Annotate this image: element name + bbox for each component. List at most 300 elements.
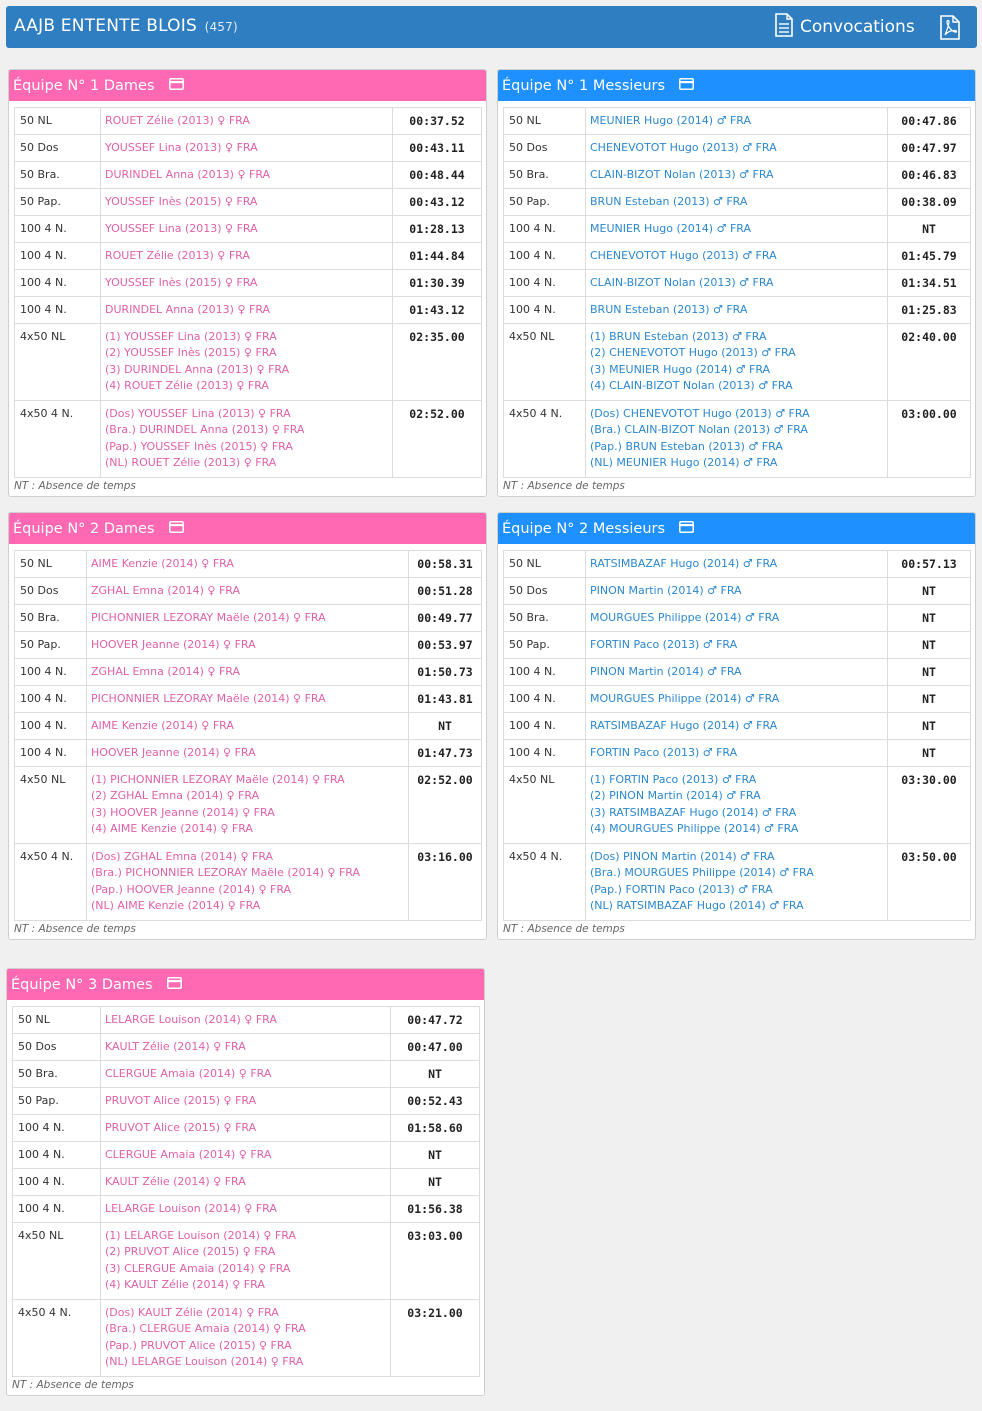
event-cell: 50 Pap. [15, 632, 87, 659]
team-panel [8, 512, 487, 940]
swimmer-link[interactable]: KAULT Zélie (2014) ♀ FRA [105, 1175, 246, 1188]
swimmer-link[interactable]: FORTIN Paco (2013) ♂ FRA [590, 638, 738, 651]
swimmer-link[interactable]: YOUSSEF Inès (2015) ♀ FRA [105, 195, 258, 208]
swimmers-cell [87, 605, 409, 632]
swimmer-link[interactable]: (Pap.) FORTIN Paco (2013) ♂ FRA [590, 882, 773, 896]
swimmer-link[interactable]: CLAIN-BIZOT Nolan (2013) ♂ FRA [590, 168, 774, 181]
swimmers-cell [101, 297, 393, 324]
event-cell: 100 4 N. [504, 740, 586, 767]
swimmers-cell [101, 135, 393, 162]
time-cell: 01:28.13 [393, 216, 482, 243]
swimmer-link[interactable]: CHENEVOTOT Hugo (2013) ♂ FRA [590, 249, 777, 262]
swimmer-link[interactable]: CHENEVOTOT Hugo (2013) ♂ FRA [590, 141, 777, 154]
table-row [504, 578, 971, 605]
swimmers-cell [586, 686, 888, 713]
swimmer-link[interactable]: BRUN Esteban (2013) ♂ FRA [590, 195, 748, 208]
table-row [13, 1142, 480, 1169]
swimmer-link[interactable]: YOUSSEF Inès (2015) ♀ FRA [105, 276, 258, 289]
team-panel [6, 968, 485, 1396]
time-cell: NT [888, 216, 971, 243]
swimmer-link[interactable]: (Dos) PINON Martin (2014) ♂ FRA [590, 850, 775, 864]
event-cell: 100 4 N. [504, 270, 586, 297]
time-cell: 00:43.12 [393, 189, 482, 216]
table-row [13, 1223, 480, 1300]
time-cell: 02:52.00 [409, 767, 482, 844]
event-cell: 100 4 N. [504, 686, 586, 713]
time-cell: 00:46.83 [888, 162, 971, 189]
table-row [13, 1088, 480, 1115]
event-cell: 4x50 NL [13, 1223, 101, 1300]
table-row [15, 297, 482, 324]
swimmer-link[interactable]: (NL) LELARGE Louison (2014) ♀ FRA [105, 1355, 304, 1369]
swimmer-link[interactable]: AIME Kenzie (2014) ♀ FRA [91, 557, 234, 570]
swimmers-cell [87, 740, 409, 767]
event-cell: 50 Dos [504, 578, 586, 605]
swimmer-link[interactable]: CLERGUE Amaia (2014) ♀ FRA [105, 1148, 272, 1161]
results-table [14, 107, 482, 478]
swimmers-cell [101, 324, 393, 401]
swimmer-link[interactable]: (2) PRUVOT Alice (2015) ♀ FRA [105, 1245, 276, 1259]
swimmers-cell [87, 713, 409, 740]
table-row [13, 1300, 480, 1377]
swimmers-cell [101, 1007, 391, 1034]
time-cell: NT [391, 1061, 480, 1088]
swimmer-link[interactable]: LELARGE Louison (2014) ♀ FRA [105, 1013, 277, 1026]
swimmer-link[interactable]: (Dos) YOUSSEF Lina (2013) ♀ FRA [105, 407, 291, 421]
time-cell: NT [888, 632, 971, 659]
time-cell: 00:49.77 [409, 605, 482, 632]
table-row [504, 686, 971, 713]
event-cell: 100 4 N. [504, 243, 586, 270]
swimmers-cell [586, 108, 888, 135]
time-cell: 01:56.38 [391, 1196, 480, 1223]
swimmers-cell [101, 1088, 391, 1115]
swimmer-link[interactable]: YOUSSEF Lina (2013) ♀ FRA [105, 222, 258, 235]
swimmer-link[interactable]: PRUVOT Alice (2015) ♀ FRA [105, 1121, 257, 1134]
table-row [504, 324, 971, 401]
swimmer-link[interactable]: (2) ZGHAL Emna (2014) ♀ FRA [91, 789, 260, 803]
results-table [503, 107, 971, 478]
swimmer-link[interactable]: PICHONNIER LEZORAY Maële (2014) ♀ FRA [91, 692, 326, 705]
swimmer-link[interactable]: PINON Martin (2014) ♂ FRA [590, 584, 742, 597]
table-row [15, 189, 482, 216]
swimmers-cell [586, 297, 888, 324]
event-cell: 100 4 N. [13, 1196, 101, 1223]
event-cell: 50 Dos [15, 578, 87, 605]
swimmer-link[interactable]: KAULT Zélie (2014) ♀ FRA [105, 1040, 246, 1053]
swimmers-cell [101, 1196, 391, 1223]
event-cell: 50 Bra. [15, 162, 101, 189]
time-cell: NT [888, 686, 971, 713]
swimmers-cell [87, 632, 409, 659]
swimmers-cell [586, 659, 888, 686]
table-row [504, 297, 971, 324]
table-row [504, 551, 971, 578]
swimmers-cell [586, 270, 888, 297]
swimmer-link[interactable]: PICHONNIER LEZORAY Maële (2014) ♀ FRA [91, 611, 326, 624]
table-row [504, 740, 971, 767]
card-icon[interactable] [169, 78, 184, 94]
event-cell: 50 Dos [15, 135, 101, 162]
table-row [15, 216, 482, 243]
swimmer-link[interactable]: CLAIN-BIZOT Nolan (2013) ♂ FRA [590, 276, 774, 289]
swimmer-link[interactable]: (1) PICHONNIER LEZORAY Maële (2014) ♀ FRA [91, 773, 345, 786]
team-title: Équipe N° 1 Messieurs [502, 77, 666, 94]
event-cell: 100 4 N. [504, 216, 586, 243]
time-cell: 02:40.00 [888, 324, 971, 401]
event-cell: 50 Bra. [504, 605, 586, 632]
swimmer-link[interactable]: (2) CHENEVOTOT Hugo (2013) ♂ FRA [590, 346, 796, 360]
table-row [15, 659, 482, 686]
legend-note: NT : Absence de temps [503, 480, 625, 493]
swimmers-cell [586, 401, 888, 478]
event-cell: 100 4 N. [15, 243, 101, 270]
swimmer-link[interactable]: (2) YOUSSEF Inès (2015) ♀ FRA [105, 346, 277, 360]
swimmer-link[interactable]: (1) YOUSSEF Lina (2013) ♀ FRA [105, 330, 277, 343]
table-row [504, 216, 971, 243]
event-cell: 50 NL [15, 108, 101, 135]
swimmer-link[interactable]: (2) PINON Martin (2014) ♂ FRA [590, 789, 761, 803]
swimmer-link[interactable]: (Dos) ZGHAL Emna (2014) ♀ FRA [91, 850, 274, 864]
swimmer-link[interactable]: PRUVOT Alice (2015) ♀ FRA [105, 1094, 257, 1107]
swimmer-link[interactable]: HOOVER Jeanne (2014) ♀ FRA [91, 638, 256, 651]
table-row [13, 1169, 480, 1196]
time-cell: 01:43.12 [393, 297, 482, 324]
swimmers-cell [87, 659, 409, 686]
time-cell: 03:50.00 [888, 844, 971, 921]
swimmer-link[interactable]: DURINDEL Anna (2013) ♀ FRA [105, 168, 271, 181]
swimmer-link[interactable]: (3) DURINDEL Anna (2013) ♀ FRA [105, 362, 290, 376]
swimmer-link[interactable]: MOURGUES Philippe (2014) ♂ FRA [590, 611, 780, 624]
event-cell: 100 4 N. [13, 1115, 101, 1142]
time-cell: 03:21.00 [391, 1300, 480, 1377]
card-icon[interactable] [169, 521, 184, 537]
event-cell: 4x50 4 N. [13, 1300, 101, 1377]
swimmers-cell [101, 1142, 391, 1169]
convocations-button[interactable] [774, 15, 915, 39]
time-cell: 01:47.73 [409, 740, 482, 767]
results-table [14, 550, 482, 921]
event-cell: 50 Pap. [13, 1088, 101, 1115]
swimmer-link[interactable]: (Bra.) PICHONNIER LEZORAY Maële (2014) ♀ FRA [91, 866, 361, 880]
time-cell: 00:53.97 [409, 632, 482, 659]
swimmer-link[interactable]: (Pap.) PRUVOT Alice (2015) ♀ FRA [105, 1338, 292, 1352]
swimmer-link[interactable]: (4) MOURGUES Philippe (2014) ♂ FRA [590, 821, 799, 835]
time-cell: NT [888, 740, 971, 767]
swimmer-link[interactable]: FORTIN Paco (2013) ♂ FRA [590, 746, 738, 759]
table-row [504, 108, 971, 135]
table-row [15, 243, 482, 270]
event-cell: 4x50 NL [15, 324, 101, 401]
time-cell: NT [888, 605, 971, 632]
swimmers-cell [87, 578, 409, 605]
table-row [15, 632, 482, 659]
team-panel [8, 69, 487, 497]
swimmers-cell [101, 189, 393, 216]
time-cell: 00:52.43 [391, 1088, 480, 1115]
legend-note: NT : Absence de temps [14, 480, 136, 493]
table-row [13, 1115, 480, 1142]
swimmers-cell [87, 844, 409, 921]
event-cell: 4x50 NL [15, 767, 87, 844]
table-row [504, 632, 971, 659]
swimmer-link[interactable]: (1) LELARGE Louison (2014) ♀ FRA [105, 1229, 296, 1242]
swimmer-link[interactable]: (Dos) CHENEVOTOT Hugo (2013) ♂ FRA [590, 407, 810, 421]
swimmer-link[interactable]: (1) BRUN Esteban (2013) ♂ FRA [590, 330, 767, 343]
swimmer-link[interactable]: LELARGE Louison (2014) ♀ FRA [105, 1202, 277, 1215]
event-cell: 50 Pap. [504, 189, 586, 216]
table-row [504, 243, 971, 270]
team-panel-header [7, 969, 484, 1000]
card-icon[interactable] [167, 977, 182, 993]
swimmer-link[interactable]: (3) CLERGUE Amaia (2014) ♀ FRA [105, 1261, 291, 1275]
legend-note: NT : Absence de temps [12, 1379, 134, 1392]
event-cell: 50 Bra. [15, 605, 87, 632]
swimmer-link[interactable]: ZGHAL Emna (2014) ♀ FRA [91, 584, 241, 597]
time-cell: 03:03.00 [391, 1223, 480, 1300]
time-cell: 00:48.44 [393, 162, 482, 189]
table-row [504, 713, 971, 740]
swimmer-link[interactable]: (Bra.) DURINDEL Anna (2013) ♀ FRA [105, 423, 305, 437]
swimmer-link[interactable]: AIME Kenzie (2014) ♀ FRA [91, 719, 234, 732]
swimmer-link[interactable]: (Bra.) CLAIN-BIZOT Nolan (2013) ♂ FRA [590, 423, 808, 437]
time-cell: 01:50.73 [409, 659, 482, 686]
swimmers-cell [101, 401, 393, 478]
team-panel-header [498, 513, 975, 544]
time-cell: 03:16.00 [409, 844, 482, 921]
event-cell: 50 Pap. [15, 189, 101, 216]
swimmer-link[interactable]: (Pap.) HOOVER Jeanne (2014) ♀ FRA [91, 882, 292, 896]
swimmers-cell [586, 243, 888, 270]
swimmers-cell [586, 162, 888, 189]
table-row [15, 844, 482, 921]
swimmer-link[interactable]: YOUSSEF Lina (2013) ♀ FRA [105, 141, 258, 154]
swimmer-link[interactable]: MEUNIER Hugo (2014) ♂ FRA [590, 114, 751, 127]
swimmers-cell [101, 1300, 391, 1377]
event-cell: 50 NL [504, 551, 586, 578]
team-panel-header [498, 70, 975, 101]
swimmer-link[interactable]: (NL) AIME Kenzie (2014) ♀ FRA [91, 899, 261, 913]
event-cell: 50 Bra. [504, 162, 586, 189]
results-table [503, 550, 971, 921]
swimmers-cell [586, 844, 888, 921]
time-cell: 02:35.00 [393, 324, 482, 401]
swimmer-link[interactable]: (Dos) KAULT Zélie (2014) ♀ FRA [105, 1306, 279, 1320]
table-row [13, 1061, 480, 1088]
swimmers-cell [101, 243, 393, 270]
swimmer-link[interactable]: (4) AIME Kenzie (2014) ♀ FRA [91, 821, 253, 835]
swimmer-link[interactable]: (Pap.) BRUN Esteban (2013) ♂ FRA [590, 439, 783, 453]
team-title: Équipe N° 1 Dames [13, 77, 155, 94]
time-cell: 01:44.84 [393, 243, 482, 270]
club-name: AAJB ENTENTE BLOIS [14, 16, 197, 36]
results-table [12, 1006, 480, 1377]
card-icon[interactable] [679, 78, 694, 94]
time-cell: 02:52.00 [393, 401, 482, 478]
table-row [15, 401, 482, 478]
swimmers-cell [586, 632, 888, 659]
legend-note: NT : Absence de temps [14, 923, 136, 936]
time-cell: 01:34.51 [888, 270, 971, 297]
event-cell: 4x50 4 N. [15, 401, 101, 478]
club-count: (457) [204, 20, 238, 34]
swimmers-cell [586, 713, 888, 740]
event-cell: 50 Pap. [504, 632, 586, 659]
swimmer-link[interactable]: BRUN Esteban (2013) ♂ FRA [590, 303, 748, 316]
table-row [15, 740, 482, 767]
table-row [504, 659, 971, 686]
time-cell: 00:47.00 [391, 1034, 480, 1061]
swimmers-cell [87, 551, 409, 578]
event-cell: 100 4 N. [504, 659, 586, 686]
table-row [15, 551, 482, 578]
swimmer-link[interactable]: (3) MEUNIER Hugo (2014) ♂ FRA [590, 362, 771, 376]
table-row [15, 270, 482, 297]
swimmers-cell [101, 1223, 391, 1300]
team-title: Équipe N° 2 Dames [13, 520, 155, 537]
table-row [504, 135, 971, 162]
document-icon [774, 13, 794, 42]
swimmer-link[interactable]: DURINDEL Anna (2013) ♀ FRA [105, 303, 271, 316]
time-cell: 00:47.97 [888, 135, 971, 162]
event-cell: 100 4 N. [15, 216, 101, 243]
table-row [13, 1034, 480, 1061]
time-cell: 00:47.72 [391, 1007, 480, 1034]
table-row [504, 162, 971, 189]
table-row [15, 324, 482, 401]
swimmer-link[interactable]: (Bra.) CLERGUE Amaia (2014) ♀ FRA [105, 1322, 306, 1336]
swimmer-link[interactable]: CLERGUE Amaia (2014) ♀ FRA [105, 1067, 272, 1080]
swimmer-link[interactable]: (Bra.) MOURGUES Philippe (2014) ♂ FRA [590, 866, 814, 880]
swimmer-link[interactable]: ZGHAL Emna (2014) ♀ FRA [91, 665, 241, 678]
swimmer-link[interactable]: (1) FORTIN Paco (2013) ♂ FRA [590, 773, 757, 786]
time-cell: NT [888, 659, 971, 686]
table-row [15, 108, 482, 135]
event-cell: 50 Dos [13, 1034, 101, 1061]
swimmers-cell [101, 1061, 391, 1088]
swimmers-cell [586, 740, 888, 767]
swimmer-link[interactable]: MOURGUES Philippe (2014) ♂ FRA [590, 692, 780, 705]
event-cell: 100 4 N. [15, 686, 87, 713]
event-cell: 4x50 NL [504, 767, 586, 844]
swimmer-link[interactable]: RATSIMBAZAF Hugo (2014) ♂ FRA [590, 719, 778, 732]
event-cell: 100 4 N. [504, 297, 586, 324]
event-cell: 4x50 4 N. [504, 844, 586, 921]
swimmer-link[interactable]: RATSIMBAZAF Hugo (2014) ♂ FRA [590, 557, 778, 570]
swimmer-link[interactable]: ROUET Zélie (2013) ♀ FRA [105, 114, 250, 127]
swimmer-link[interactable]: (3) RATSIMBAZAF Hugo (2014) ♂ FRA [590, 805, 797, 819]
swimmers-cell [586, 605, 888, 632]
event-cell: 100 4 N. [13, 1169, 101, 1196]
event-cell: 100 4 N. [15, 659, 87, 686]
swimmer-link[interactable]: (4) KAULT Zélie (2014) ♀ FRA [105, 1277, 265, 1291]
swimmers-cell [101, 270, 393, 297]
swimmer-link[interactable]: (Pap.) YOUSSEF Inès (2015) ♀ FRA [105, 439, 293, 453]
event-cell: 100 4 N. [15, 270, 101, 297]
swimmer-link[interactable]: (NL) ROUET Zélie (2013) ♀ FRA [105, 456, 277, 470]
swimmers-cell [101, 1034, 391, 1061]
table-row [504, 605, 971, 632]
table-row [15, 162, 482, 189]
time-cell: 01:25.83 [888, 297, 971, 324]
table-row [504, 270, 971, 297]
swimmers-cell [586, 189, 888, 216]
table-row [13, 1196, 480, 1223]
swimmer-link[interactable]: HOOVER Jeanne (2014) ♀ FRA [91, 746, 256, 759]
event-cell: 100 4 N. [13, 1142, 101, 1169]
swimmers-cell [586, 767, 888, 844]
swimmer-link[interactable]: (3) HOOVER Jeanne (2014) ♀ FRA [91, 805, 275, 819]
time-cell: 03:00.00 [888, 401, 971, 478]
club-title [14, 16, 238, 36]
table-row [504, 401, 971, 478]
time-cell: NT [409, 713, 482, 740]
time-cell: 00:58.31 [409, 551, 482, 578]
time-cell: 01:45.79 [888, 243, 971, 270]
team-panel-header [9, 70, 486, 101]
swimmers-cell [586, 578, 888, 605]
time-cell: 00:43.11 [393, 135, 482, 162]
event-cell: 100 4 N. [15, 297, 101, 324]
swimmer-link[interactable]: (NL) RATSIMBAZAF Hugo (2014) ♂ FRA [590, 899, 804, 913]
event-cell: 50 NL [13, 1007, 101, 1034]
swimmer-link[interactable]: ROUET Zélie (2013) ♀ FRA [105, 249, 250, 262]
time-cell: 00:47.86 [888, 108, 971, 135]
time-cell: 00:51.28 [409, 578, 482, 605]
time-cell: 00:37.52 [393, 108, 482, 135]
time-cell: 00:38.09 [888, 189, 971, 216]
swimmers-cell [586, 324, 888, 401]
table-row [15, 767, 482, 844]
event-cell: 50 Bra. [13, 1061, 101, 1088]
time-cell: 03:30.00 [888, 767, 971, 844]
swimmers-cell [586, 216, 888, 243]
table-row [504, 767, 971, 844]
time-cell: 00:57.13 [888, 551, 971, 578]
event-cell: 100 4 N. [15, 740, 87, 767]
swimmer-link[interactable]: (4) ROUET Zélie (2013) ♀ FRA [105, 378, 269, 392]
event-cell: 100 4 N. [504, 713, 586, 740]
event-cell: 50 Dos [504, 135, 586, 162]
team-panel [497, 69, 976, 497]
time-cell: NT [888, 713, 971, 740]
table-row [15, 713, 482, 740]
swimmers-cell [87, 767, 409, 844]
team-title: Équipe N° 3 Dames [11, 976, 153, 993]
pdf-icon[interactable] [939, 15, 961, 43]
team-title: Équipe N° 2 Messieurs [502, 520, 666, 537]
time-cell: 01:30.39 [393, 270, 482, 297]
swimmers-cell [586, 551, 888, 578]
swimmer-link[interactable]: (NL) MEUNIER Hugo (2014) ♂ FRA [590, 456, 778, 470]
event-cell: 4x50 NL [504, 324, 586, 401]
table-row [15, 578, 482, 605]
swimmer-link[interactable]: MEUNIER Hugo (2014) ♂ FRA [590, 222, 751, 235]
table-row [504, 844, 971, 921]
convocations-label: Convocations [800, 17, 915, 37]
swimmers-cell [101, 1169, 391, 1196]
swimmers-cell [586, 135, 888, 162]
swimmer-link[interactable]: PINON Martin (2014) ♂ FRA [590, 665, 742, 678]
swimmers-cell [101, 162, 393, 189]
legend-note: NT : Absence de temps [503, 923, 625, 936]
team-panel-header [9, 513, 486, 544]
card-icon[interactable] [679, 521, 694, 537]
event-cell: 4x50 4 N. [504, 401, 586, 478]
table-row [13, 1007, 480, 1034]
swimmer-link[interactable]: (4) CLAIN-BIZOT Nolan (2013) ♂ FRA [590, 378, 793, 392]
event-cell: 100 4 N. [15, 713, 87, 740]
